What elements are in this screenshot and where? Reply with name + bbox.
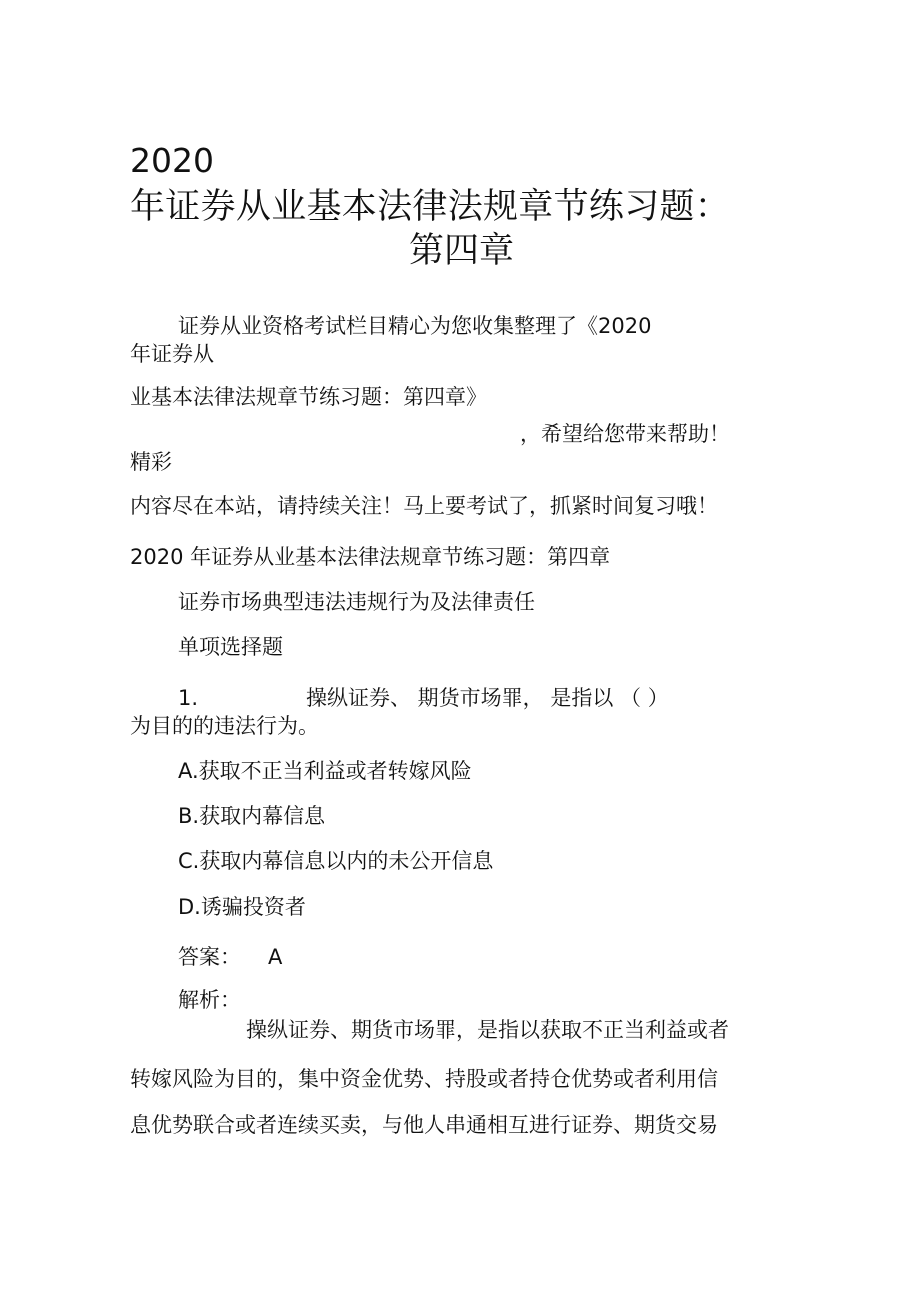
intro-line-3: 业基本法律法规章节练习题：第四章》 — [130, 385, 487, 409]
question-number: 1. — [178, 686, 199, 710]
title-year: 2020 — [130, 141, 214, 180]
title-chapter: 第四章 — [409, 231, 515, 271]
intro-line-1: 证券从业资格考试栏目精心为您收集整理了《2020 — [178, 314, 652, 338]
option-a: A.获取不正当利益或者转嫁风险 — [178, 759, 472, 783]
intro-line-6: 内容尽在本站，请持续关注！马上要考试了，抓紧时间复习哦！ — [130, 494, 718, 518]
analysis-label: 解析： — [178, 988, 241, 1012]
question-text: 操纵证券、 期货市场罪， 是指以 （ ） — [306, 686, 669, 710]
subtitle: 2020 年证券从业基本法律法规章节练习题：第四章 — [130, 545, 611, 569]
question-text-cont: 为目的的违法行为。 — [130, 714, 319, 738]
title-main: 年证券从业基本法律法规章节练习题： — [130, 187, 731, 227]
intro-line-5: 精彩 — [130, 450, 172, 474]
analysis-line-1: 操纵证券、期货市场罪，是指以获取不正当利益或者 — [246, 1018, 729, 1042]
answer-value: A — [268, 945, 283, 969]
intro-line-4: ，希望给您带来帮助！ — [520, 422, 730, 446]
option-b: B.获取内幕信息 — [178, 804, 326, 828]
intro-line-2: 年证券从 — [130, 342, 214, 366]
option-c: C.获取内幕信息以内的未公开信息 — [178, 849, 494, 873]
question-type: 单项选择题 — [178, 635, 283, 659]
analysis-line-3: 息优势联合或者连续买卖，与他人串通相互进行证券、期货交易 — [130, 1113, 718, 1137]
analysis-line-2: 转嫁风险为目的，集中资金优势、持股或者持仓优势或者利用信 — [130, 1067, 718, 1091]
answer-label: 答案： — [178, 945, 241, 969]
section-heading: 证券市场典型违法违规行为及法律责任 — [178, 590, 535, 614]
option-d: D.诱骗投资者 — [178, 895, 306, 919]
